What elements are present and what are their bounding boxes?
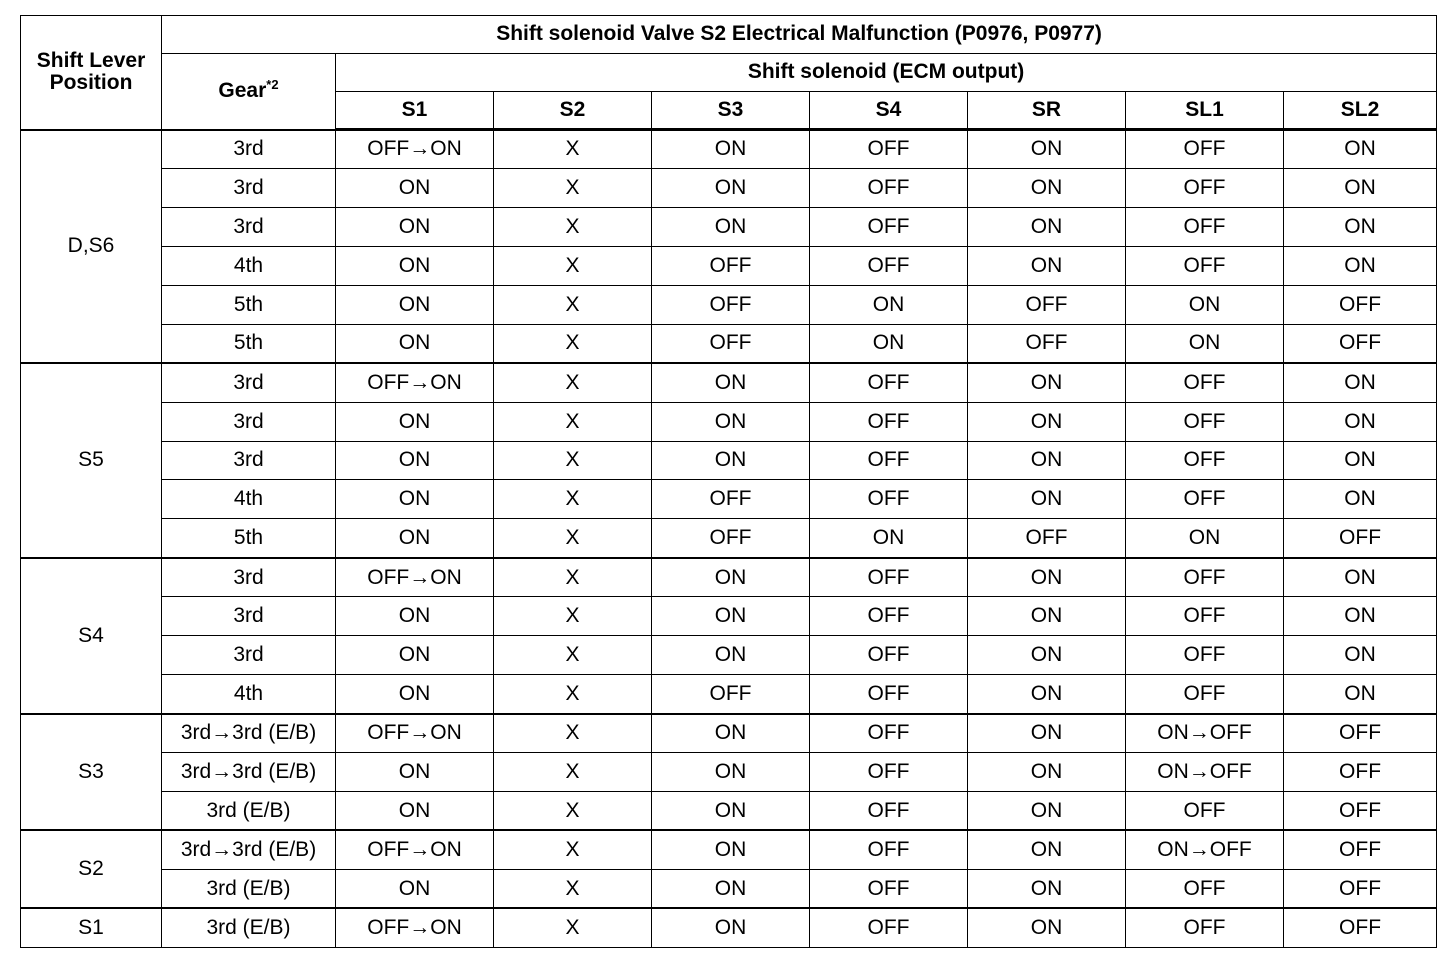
solenoid-state-cell-s4: OFF	[810, 675, 968, 714]
gear-cell: 3rd	[162, 441, 336, 480]
solenoid-state-cell-s2: X	[494, 753, 652, 792]
solenoid-state-cell-s3: ON	[652, 753, 810, 792]
table-row	[21, 402, 1437, 441]
solenoid-state-cell-sl1: ON	[1126, 324, 1284, 363]
header-shift-lever-position: Shift Lever Position	[21, 16, 162, 130]
gear-cell: 3rd (E/B)	[162, 908, 336, 947]
table-row	[21, 714, 1437, 753]
header-gear-label: Gear	[218, 79, 267, 103]
solenoid-state-cell-s3: ON	[652, 558, 810, 597]
header-solenoid-s2: S2	[494, 92, 652, 130]
solenoid-state-cell-sl2: ON	[1284, 168, 1437, 207]
solenoid-state-cell-s1: OFF→ON	[336, 558, 494, 597]
solenoid-state-cell-s3: OFF	[652, 480, 810, 519]
solenoid-state-cell-s1: OFF→ON	[336, 830, 494, 869]
solenoid-state-cell-s1: ON	[336, 168, 494, 207]
header-solenoid-sr: SR	[968, 92, 1126, 130]
solenoid-state-cell-sr: OFF	[968, 519, 1126, 558]
gear-cell: 3rd	[162, 168, 336, 207]
table-row	[21, 441, 1437, 480]
table-row	[21, 597, 1437, 636]
solenoid-state-cell-sr: OFF	[968, 324, 1126, 363]
solenoid-state-cell-s2: X	[494, 519, 652, 558]
solenoid-state-cell-s1: ON	[336, 324, 494, 363]
solenoid-state-cell-sl1: ON→OFF	[1126, 714, 1284, 753]
solenoid-state-cell-sl2: OFF	[1284, 830, 1437, 869]
solenoid-state-cell-s4: OFF	[810, 402, 968, 441]
solenoid-state-cell-s3: ON	[652, 363, 810, 402]
gear-cell: 3rd→3rd (E/B)	[162, 714, 336, 753]
solenoid-state-cell-s4: OFF	[810, 830, 968, 869]
gear-cell: 3rd→3rd (E/B)	[162, 753, 336, 792]
solenoid-state-cell-s2: X	[494, 558, 652, 597]
solenoid-state-cell-s1: OFF→ON	[336, 908, 494, 947]
gear-cell: 3rd	[162, 402, 336, 441]
solenoid-state-cell-s1: ON	[336, 753, 494, 792]
solenoid-state-cell-sr: ON	[968, 597, 1126, 636]
gear-cell: 3rd	[162, 130, 336, 169]
gear-cell: 3rd	[162, 597, 336, 636]
table-row	[21, 908, 1437, 947]
solenoid-state-cell-sl2: OFF	[1284, 753, 1437, 792]
solenoid-state-cell-sl2: OFF	[1284, 519, 1437, 558]
solenoid-state-cell-s4: OFF	[810, 597, 968, 636]
solenoid-state-cell-s4: OFF	[810, 246, 968, 285]
solenoid-state-cell-sl2: ON	[1284, 402, 1437, 441]
solenoid-state-cell-s1: ON	[336, 441, 494, 480]
solenoid-state-cell-s3: ON	[652, 207, 810, 246]
solenoid-state-cell-sl1: ON→OFF	[1126, 830, 1284, 869]
solenoid-state-cell-s3: OFF	[652, 675, 810, 714]
solenoid-state-cell-s2: X	[494, 597, 652, 636]
solenoid-state-cell-sl2: ON	[1284, 130, 1437, 169]
solenoid-state-cell-sl2: OFF	[1284, 285, 1437, 324]
solenoid-state-cell-s2: X	[494, 130, 652, 169]
solenoid-state-cell-sr: ON	[968, 207, 1126, 246]
table-row	[21, 830, 1437, 869]
table-row	[21, 246, 1437, 285]
solenoid-malfunction-table	[20, 15, 1437, 948]
gear-cell: 3rd	[162, 363, 336, 402]
solenoid-state-cell-s4: OFF	[810, 480, 968, 519]
gear-cell: 4th	[162, 675, 336, 714]
solenoid-state-cell-sl1: OFF	[1126, 168, 1284, 207]
shift-lever-position-cell: S3	[21, 714, 162, 831]
header-solenoid-s3: S3	[652, 92, 810, 130]
solenoid-state-cell-sl2: OFF	[1284, 714, 1437, 753]
table-row	[21, 168, 1437, 207]
gear-cell: 4th	[162, 246, 336, 285]
table-row	[21, 675, 1437, 714]
solenoid-state-cell-s2: X	[494, 168, 652, 207]
solenoid-state-cell-sl1: OFF	[1126, 130, 1284, 169]
solenoid-state-cell-s3: ON	[652, 402, 810, 441]
solenoid-state-cell-sr: ON	[968, 246, 1126, 285]
solenoid-state-cell-s2: X	[494, 324, 652, 363]
solenoid-state-cell-sl2: OFF	[1284, 324, 1437, 363]
table-row	[21, 869, 1437, 908]
solenoid-state-cell-s1: ON	[336, 636, 494, 675]
solenoid-state-cell-sl2: ON	[1284, 558, 1437, 597]
table-row	[21, 207, 1437, 246]
solenoid-state-cell-sl2: ON	[1284, 597, 1437, 636]
solenoid-state-cell-s3: OFF	[652, 246, 810, 285]
solenoid-state-cell-s1: ON	[336, 519, 494, 558]
table-row	[21, 363, 1437, 402]
shift-lever-position-cell: D,S6	[21, 130, 162, 364]
header-solenoid-s1: S1	[336, 92, 494, 130]
table-row	[21, 130, 1437, 169]
header-solenoid-sl1: SL1	[1126, 92, 1284, 130]
solenoid-state-cell-s2: X	[494, 908, 652, 947]
solenoid-state-cell-sr: ON	[968, 753, 1126, 792]
solenoid-state-cell-s2: X	[494, 869, 652, 908]
solenoid-state-cell-s1: ON	[336, 869, 494, 908]
solenoid-state-cell-sr: ON	[968, 402, 1126, 441]
solenoid-state-cell-sl1: ON→OFF	[1126, 753, 1284, 792]
header-title: Shift solenoid Valve S2 Electrical Malfunction (P0976, P0977)	[162, 16, 1437, 54]
solenoid-state-cell-sl1: OFF	[1126, 246, 1284, 285]
solenoid-state-cell-sl2: ON	[1284, 441, 1437, 480]
solenoid-state-cell-sr: ON	[968, 558, 1126, 597]
solenoid-state-cell-sl1: OFF	[1126, 480, 1284, 519]
solenoid-state-cell-s2: X	[494, 675, 652, 714]
solenoid-state-cell-sr: OFF	[968, 285, 1126, 324]
header-gear-note: *2	[266, 77, 279, 93]
solenoid-state-cell-s3: OFF	[652, 519, 810, 558]
solenoid-state-cell-s4: OFF	[810, 791, 968, 830]
gear-cell: 5th	[162, 324, 336, 363]
solenoid-state-cell-s4: OFF	[810, 130, 968, 169]
solenoid-state-cell-s4: ON	[810, 285, 968, 324]
solenoid-state-cell-sl2: OFF	[1284, 791, 1437, 830]
solenoid-state-cell-s3: ON	[652, 168, 810, 207]
solenoid-state-cell-s4: OFF	[810, 207, 968, 246]
solenoid-state-cell-s3: OFF	[652, 285, 810, 324]
solenoid-state-cell-sr: ON	[968, 908, 1126, 947]
shift-lever-position-cell: S1	[21, 908, 162, 947]
table-row	[21, 558, 1437, 597]
solenoid-state-cell-s1: ON	[336, 246, 494, 285]
solenoid-state-cell-sl2: ON	[1284, 480, 1437, 519]
solenoid-state-cell-s4: OFF	[810, 168, 968, 207]
gear-cell: 3rd	[162, 636, 336, 675]
solenoid-state-cell-s1: ON	[336, 791, 494, 830]
solenoid-state-cell-sl1: OFF	[1126, 402, 1284, 441]
solenoid-state-cell-s3: ON	[652, 441, 810, 480]
solenoid-state-cell-sl1: ON	[1126, 285, 1284, 324]
gear-cell: 4th	[162, 480, 336, 519]
solenoid-state-cell-s2: X	[494, 402, 652, 441]
solenoid-state-cell-s1: OFF→ON	[336, 130, 494, 169]
table-body	[21, 130, 1437, 948]
solenoid-state-cell-s1: ON	[336, 480, 494, 519]
solenoid-state-cell-sr: ON	[968, 714, 1126, 753]
solenoid-state-cell-s3: ON	[652, 830, 810, 869]
solenoid-state-cell-s4: OFF	[810, 441, 968, 480]
solenoid-state-cell-sl2: ON	[1284, 675, 1437, 714]
table-row	[21, 791, 1437, 830]
solenoid-state-cell-s1: OFF→ON	[336, 363, 494, 402]
solenoid-state-cell-sl2: ON	[1284, 246, 1437, 285]
table-row	[21, 636, 1437, 675]
solenoid-state-cell-sr: ON	[968, 830, 1126, 869]
solenoid-state-cell-sl1: OFF	[1126, 597, 1284, 636]
solenoid-state-cell-s1: ON	[336, 207, 494, 246]
gear-cell: 3rd (E/B)	[162, 869, 336, 908]
table-row	[21, 324, 1437, 363]
gear-cell: 5th	[162, 285, 336, 324]
solenoid-state-cell-s2: X	[494, 636, 652, 675]
solenoid-state-cell-sr: ON	[968, 869, 1126, 908]
solenoid-state-cell-sr: ON	[968, 480, 1126, 519]
solenoid-state-cell-s1: ON	[336, 402, 494, 441]
shift-lever-position-cell: S5	[21, 363, 162, 558]
solenoid-state-cell-s2: X	[494, 246, 652, 285]
solenoid-state-cell-s2: X	[494, 441, 652, 480]
gear-cell: 3rd→3rd (E/B)	[162, 830, 336, 869]
solenoid-state-cell-s3: ON	[652, 597, 810, 636]
solenoid-state-cell-s1: ON	[336, 285, 494, 324]
solenoid-state-cell-s3: ON	[652, 908, 810, 947]
solenoid-state-cell-s4: OFF	[810, 753, 968, 792]
solenoid-state-cell-s4: OFF	[810, 908, 968, 947]
solenoid-state-cell-sl2: ON	[1284, 636, 1437, 675]
solenoid-state-cell-s3: ON	[652, 130, 810, 169]
solenoid-state-cell-sr: ON	[968, 636, 1126, 675]
solenoid-state-cell-s3: ON	[652, 869, 810, 908]
solenoid-state-cell-sl1: ON	[1126, 519, 1284, 558]
solenoid-state-cell-sr: ON	[968, 363, 1126, 402]
table-row	[21, 285, 1437, 324]
solenoid-state-cell-sl1: OFF	[1126, 908, 1284, 947]
solenoid-state-cell-s2: X	[494, 363, 652, 402]
solenoid-state-cell-s1: ON	[336, 597, 494, 636]
solenoid-state-cell-sr: ON	[968, 675, 1126, 714]
solenoid-state-cell-s3: ON	[652, 636, 810, 675]
solenoid-state-cell-s4: OFF	[810, 714, 968, 753]
solenoid-state-cell-s2: X	[494, 285, 652, 324]
gear-cell: 3rd	[162, 207, 336, 246]
solenoid-state-cell-sr: ON	[968, 168, 1126, 207]
solenoid-state-cell-sl1: OFF	[1126, 675, 1284, 714]
solenoid-state-cell-s2: X	[494, 714, 652, 753]
solenoid-state-cell-sl1: OFF	[1126, 558, 1284, 597]
solenoid-state-cell-s4: ON	[810, 519, 968, 558]
solenoid-state-cell-s3: ON	[652, 714, 810, 753]
solenoid-state-cell-sr: ON	[968, 441, 1126, 480]
solenoid-state-cell-s3: OFF	[652, 324, 810, 363]
solenoid-state-cell-sl1: OFF	[1126, 363, 1284, 402]
solenoid-state-cell-sl1: OFF	[1126, 441, 1284, 480]
header-gear	[162, 54, 336, 130]
gear-cell: 3rd (E/B)	[162, 791, 336, 830]
solenoid-state-cell-sl1: OFF	[1126, 207, 1284, 246]
solenoid-state-cell-s4: OFF	[810, 558, 968, 597]
solenoid-state-cell-s4: OFF	[810, 636, 968, 675]
header-solenoid-group: Shift solenoid (ECM output)	[336, 54, 1437, 92]
shift-lever-position-cell: S2	[21, 830, 162, 908]
solenoid-state-cell-sl1: OFF	[1126, 636, 1284, 675]
solenoid-state-cell-s2: X	[494, 791, 652, 830]
solenoid-state-cell-sl1: OFF	[1126, 869, 1284, 908]
solenoid-state-cell-sr: ON	[968, 791, 1126, 830]
gear-cell: 5th	[162, 519, 336, 558]
solenoid-state-cell-s4: OFF	[810, 363, 968, 402]
solenoid-state-cell-s1: OFF→ON	[336, 714, 494, 753]
solenoid-state-cell-sl2: OFF	[1284, 908, 1437, 947]
gear-cell: 3rd	[162, 558, 336, 597]
solenoid-state-cell-sr: ON	[968, 130, 1126, 169]
header-solenoid-sl2: SL2	[1284, 92, 1437, 130]
table-row	[21, 753, 1437, 792]
solenoid-state-cell-sl2: ON	[1284, 207, 1437, 246]
solenoid-state-cell-s2: X	[494, 480, 652, 519]
solenoid-state-cell-sl2: OFF	[1284, 869, 1437, 908]
solenoid-state-cell-sl2: ON	[1284, 363, 1437, 402]
solenoid-state-cell-sl1: OFF	[1126, 791, 1284, 830]
table-row	[21, 519, 1437, 558]
table-row	[21, 480, 1437, 519]
shift-lever-position-cell: S4	[21, 558, 162, 714]
header-solenoid-s4: S4	[810, 92, 968, 130]
solenoid-state-cell-s4: OFF	[810, 869, 968, 908]
solenoid-state-cell-s1: ON	[336, 675, 494, 714]
solenoid-state-cell-s4: ON	[810, 324, 968, 363]
solenoid-state-cell-s2: X	[494, 207, 652, 246]
solenoid-state-cell-s2: X	[494, 830, 652, 869]
solenoid-state-cell-s3: ON	[652, 791, 810, 830]
